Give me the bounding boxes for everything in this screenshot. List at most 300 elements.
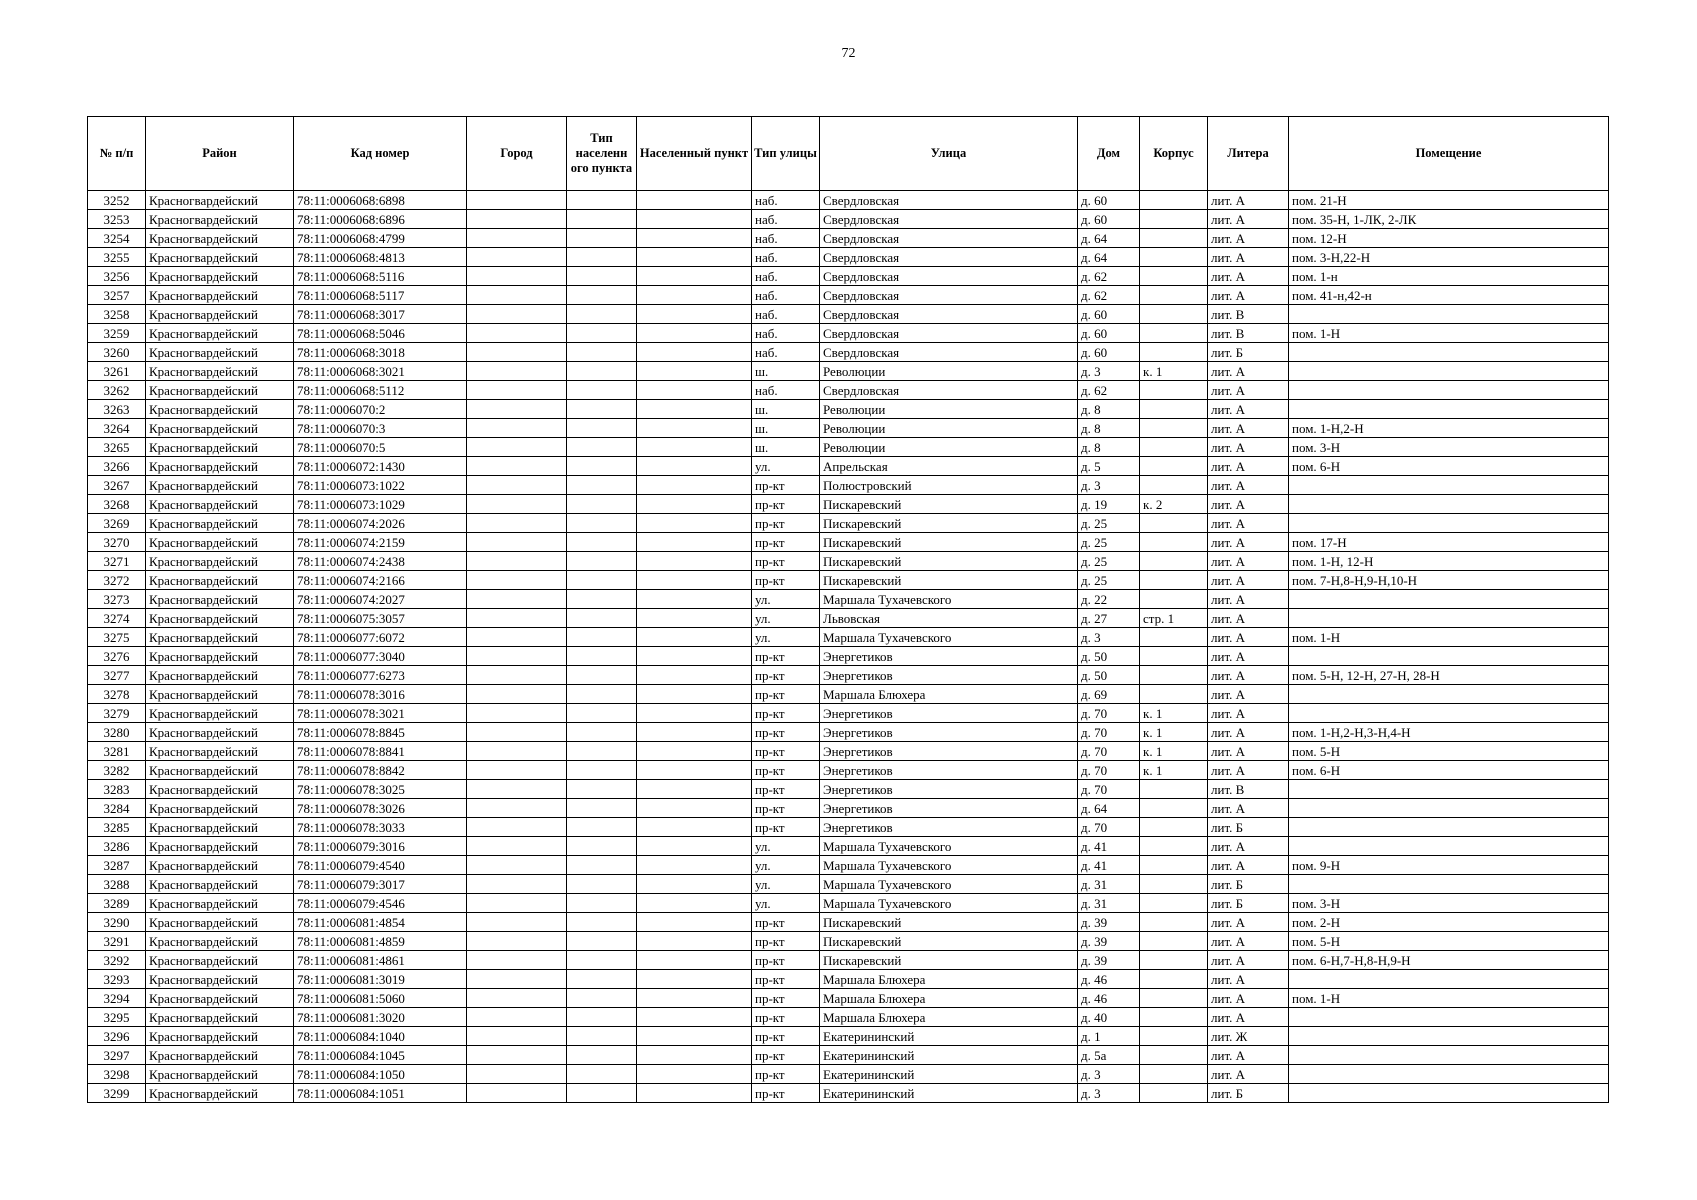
- cell-premises: пом. 9-Н: [1289, 856, 1609, 875]
- table-row: [88, 571, 1609, 590]
- cell-street-type: ш.: [752, 419, 820, 438]
- cell-letter: лит. В: [1208, 305, 1289, 324]
- cell-building: [1140, 381, 1208, 400]
- cell-street-type: пр-кт: [752, 666, 820, 685]
- cell-street-type: пр-кт: [752, 799, 820, 818]
- cell-settlement: [637, 286, 752, 305]
- cell-district: Красногвардейский: [146, 875, 294, 894]
- table-row: [88, 856, 1609, 875]
- cell-letter: лит. А: [1208, 628, 1289, 647]
- cell-premises: [1289, 837, 1609, 856]
- cell-cadastral-number: 78:11:0006078:3033: [294, 818, 467, 837]
- table-row: [88, 514, 1609, 533]
- cell-cadastral-number: 78:11:0006068:4813: [294, 248, 467, 267]
- cell-street: Пискаревский: [820, 913, 1078, 932]
- cell-street-type: ул.: [752, 457, 820, 476]
- cell-district: Красногвардейский: [146, 438, 294, 457]
- cell-letter: лит. Б: [1208, 343, 1289, 362]
- cell-settlement-type: [567, 932, 637, 951]
- cell-settlement-type: [567, 590, 637, 609]
- cell-settlement-type: [567, 229, 637, 248]
- cell-district: Красногвардейский: [146, 685, 294, 704]
- table-row: [88, 324, 1609, 343]
- cell-number: 3278: [88, 685, 146, 704]
- cell-number: 3266: [88, 457, 146, 476]
- cell-settlement: [637, 1027, 752, 1046]
- cell-number: 3257: [88, 286, 146, 305]
- cell-district: Красногвардейский: [146, 989, 294, 1008]
- cell-street: Свердловская: [820, 248, 1078, 267]
- cell-building: [1140, 400, 1208, 419]
- cell-premises: пом. 5-Н, 12-Н, 27-Н, 28-Н: [1289, 666, 1609, 685]
- cell-premises: [1289, 590, 1609, 609]
- cell-number: 3294: [88, 989, 146, 1008]
- cell-city: [467, 951, 567, 970]
- cell-number: 3285: [88, 818, 146, 837]
- cell-street-type: наб.: [752, 191, 820, 210]
- cell-settlement: [637, 875, 752, 894]
- cell-street: Энергетиков: [820, 799, 1078, 818]
- cell-house: д. 60: [1078, 343, 1140, 362]
- cell-letter: лит. А: [1208, 609, 1289, 628]
- cell-number: 3289: [88, 894, 146, 913]
- cell-letter: лит. А: [1208, 438, 1289, 457]
- cell-cadastral-number: 78:11:0006084:1050: [294, 1065, 467, 1084]
- cell-house: д. 3: [1078, 1084, 1140, 1103]
- cell-cadastral-number: 78:11:0006078:3021: [294, 704, 467, 723]
- cell-premises: [1289, 362, 1609, 381]
- cell-premises: [1289, 704, 1609, 723]
- table-row: [88, 1046, 1609, 1065]
- cell-city: [467, 932, 567, 951]
- table-row: [88, 267, 1609, 286]
- cell-street: Маршала Тухачевского: [820, 628, 1078, 647]
- cell-number: 3259: [88, 324, 146, 343]
- cell-building: [1140, 780, 1208, 799]
- cell-city: [467, 894, 567, 913]
- col-header-number: № п/п: [88, 117, 146, 191]
- cell-settlement: [637, 628, 752, 647]
- cell-house: д. 31: [1078, 894, 1140, 913]
- table-row: [88, 1008, 1609, 1027]
- col-header-street: Улица: [820, 117, 1078, 191]
- cell-letter: лит. В: [1208, 324, 1289, 343]
- cell-premises: пом. 3-Н,22-Н: [1289, 248, 1609, 267]
- cell-cadastral-number: 78:11:0006068:3021: [294, 362, 467, 381]
- cell-number: 3267: [88, 476, 146, 495]
- cell-number: 3268: [88, 495, 146, 514]
- cell-letter: лит. А: [1208, 723, 1289, 742]
- cell-premises: [1289, 1046, 1609, 1065]
- cell-building: [1140, 552, 1208, 571]
- cell-street-type: пр-кт: [752, 989, 820, 1008]
- cell-street: Пискаревский: [820, 951, 1078, 970]
- cell-district: Красногвардейский: [146, 571, 294, 590]
- cell-street: Свердловская: [820, 324, 1078, 343]
- cell-letter: лит. Ж: [1208, 1027, 1289, 1046]
- cell-settlement: [637, 704, 752, 723]
- cell-settlement-type: [567, 438, 637, 457]
- cell-settlement: [637, 1065, 752, 1084]
- cell-city: [467, 362, 567, 381]
- cell-building: [1140, 875, 1208, 894]
- cell-house: д. 70: [1078, 780, 1140, 799]
- cell-cadastral-number: 78:11:0006078:3016: [294, 685, 467, 704]
- cell-number: 3282: [88, 761, 146, 780]
- table-row: [88, 1065, 1609, 1084]
- cell-district: Красногвардейский: [146, 400, 294, 419]
- cell-settlement: [637, 457, 752, 476]
- cell-city: [467, 552, 567, 571]
- cell-building: к. 2: [1140, 495, 1208, 514]
- cell-settlement-type: [567, 495, 637, 514]
- cell-building: [1140, 1084, 1208, 1103]
- cell-street-type: наб.: [752, 286, 820, 305]
- cell-house: д. 40: [1078, 1008, 1140, 1027]
- cell-street-type: ул.: [752, 609, 820, 628]
- cell-street-type: пр-кт: [752, 685, 820, 704]
- cell-city: [467, 1065, 567, 1084]
- cell-letter: лит. А: [1208, 685, 1289, 704]
- cell-settlement: [637, 438, 752, 457]
- cell-street: Свердловская: [820, 305, 1078, 324]
- cell-cadastral-number: 78:11:0006077:3040: [294, 647, 467, 666]
- cell-settlement: [637, 476, 752, 495]
- cell-street-type: ул.: [752, 856, 820, 875]
- cell-settlement: [637, 799, 752, 818]
- cell-building: [1140, 457, 1208, 476]
- cell-building: [1140, 438, 1208, 457]
- cell-street-type: наб.: [752, 343, 820, 362]
- cell-district: Красногвардейский: [146, 343, 294, 362]
- cell-settlement-type: [567, 742, 637, 761]
- table-row: [88, 533, 1609, 552]
- cell-street-type: пр-кт: [752, 704, 820, 723]
- cell-settlement: [637, 267, 752, 286]
- cell-street: Маршала Тухачевского: [820, 837, 1078, 856]
- cell-number: 3256: [88, 267, 146, 286]
- cell-street: Свердловская: [820, 229, 1078, 248]
- cell-house: д. 1: [1078, 1027, 1140, 1046]
- cell-house: д. 41: [1078, 837, 1140, 856]
- cell-number: 3270: [88, 533, 146, 552]
- cell-street: Пискаревский: [820, 495, 1078, 514]
- cell-letter: лит. А: [1208, 666, 1289, 685]
- cell-letter: лит. А: [1208, 837, 1289, 856]
- cell-letter: лит. Б: [1208, 875, 1289, 894]
- cell-building: [1140, 1065, 1208, 1084]
- cell-house: д. 41: [1078, 856, 1140, 875]
- cell-city: [467, 818, 567, 837]
- cell-building: [1140, 590, 1208, 609]
- cell-city: [467, 970, 567, 989]
- cell-city: [467, 856, 567, 875]
- cell-street-type: пр-кт: [752, 951, 820, 970]
- cell-street-type: пр-кт: [752, 552, 820, 571]
- cell-settlement: [637, 647, 752, 666]
- cell-number: 3293: [88, 970, 146, 989]
- cell-district: Красногвардейский: [146, 210, 294, 229]
- cell-cadastral-number: 78:11:0006079:3017: [294, 875, 467, 894]
- cell-house: д. 19: [1078, 495, 1140, 514]
- cell-number: 3272: [88, 571, 146, 590]
- cell-city: [467, 837, 567, 856]
- cell-settlement-type: [567, 1084, 637, 1103]
- cell-premises: [1289, 970, 1609, 989]
- cell-letter: лит. А: [1208, 476, 1289, 495]
- cell-number: 3283: [88, 780, 146, 799]
- cell-settlement: [637, 191, 752, 210]
- cell-letter: лит. Б: [1208, 894, 1289, 913]
- cell-building: [1140, 286, 1208, 305]
- cell-cadastral-number: 78:11:0006070:3: [294, 419, 467, 438]
- cell-building: [1140, 419, 1208, 438]
- cell-building: [1140, 1008, 1208, 1027]
- cell-settlement-type: [567, 780, 637, 799]
- cell-letter: лит. А: [1208, 362, 1289, 381]
- cell-house: д. 5: [1078, 457, 1140, 476]
- cell-settlement-type: [567, 685, 637, 704]
- cell-house: д. 39: [1078, 932, 1140, 951]
- cell-city: [467, 590, 567, 609]
- cell-letter: лит. А: [1208, 704, 1289, 723]
- cell-street: Маршала Блюхера: [820, 685, 1078, 704]
- cell-number: 3279: [88, 704, 146, 723]
- col-header-letter: Литера: [1208, 117, 1289, 191]
- cell-district: Красногвардейский: [146, 1084, 294, 1103]
- cell-settlement-type: [567, 609, 637, 628]
- cell-settlement: [637, 970, 752, 989]
- cell-settlement: [637, 571, 752, 590]
- cell-building: стр. 1: [1140, 609, 1208, 628]
- cell-street: Екатерининский: [820, 1046, 1078, 1065]
- cell-street: Энергетиков: [820, 742, 1078, 761]
- cell-building: [1140, 894, 1208, 913]
- cell-city: [467, 324, 567, 343]
- cell-premises: пом. 17-Н: [1289, 533, 1609, 552]
- cell-number: 3258: [88, 305, 146, 324]
- cell-street: Пискаревский: [820, 514, 1078, 533]
- cell-city: [467, 248, 567, 267]
- cell-city: [467, 381, 567, 400]
- page-number: 72: [841, 46, 856, 61]
- cell-district: Красногвардейский: [146, 457, 294, 476]
- cell-cadastral-number: 78:11:0006074:2026: [294, 514, 467, 533]
- cell-settlement-type: [567, 894, 637, 913]
- cell-district: Красногвардейский: [146, 761, 294, 780]
- cell-house: д. 22: [1078, 590, 1140, 609]
- cell-letter: лит. А: [1208, 419, 1289, 438]
- cell-premises: пом. 1-Н,2-Н: [1289, 419, 1609, 438]
- cell-street: Маршала Тухачевского: [820, 856, 1078, 875]
- table-row: [88, 305, 1609, 324]
- cell-letter: лит. А: [1208, 400, 1289, 419]
- cell-building: [1140, 951, 1208, 970]
- cell-cadastral-number: 78:11:0006068:3018: [294, 343, 467, 362]
- cell-building: [1140, 229, 1208, 248]
- cell-district: Красногвардейский: [146, 191, 294, 210]
- cell-settlement-type: [567, 286, 637, 305]
- cell-settlement: [637, 248, 752, 267]
- cell-cadastral-number: 78:11:0006068:5112: [294, 381, 467, 400]
- cell-district: Красногвардейский: [146, 666, 294, 685]
- table-row: [88, 951, 1609, 970]
- cell-settlement: [637, 1046, 752, 1065]
- cell-house: д. 70: [1078, 704, 1140, 723]
- cell-house: д. 70: [1078, 723, 1140, 742]
- cell-street-type: пр-кт: [752, 495, 820, 514]
- cell-premises: [1289, 780, 1609, 799]
- cell-settlement: [637, 913, 752, 932]
- cell-building: к. 1: [1140, 704, 1208, 723]
- cell-district: Красногвардейский: [146, 305, 294, 324]
- cell-cadastral-number: 78:11:0006068:5046: [294, 324, 467, 343]
- cell-building: [1140, 970, 1208, 989]
- cell-cadastral-number: 78:11:0006081:5060: [294, 989, 467, 1008]
- cell-district: Красногвардейский: [146, 723, 294, 742]
- cell-street-type: пр-кт: [752, 932, 820, 951]
- cell-number: 3260: [88, 343, 146, 362]
- cell-street: Энергетиков: [820, 647, 1078, 666]
- cell-settlement: [637, 780, 752, 799]
- cell-cadastral-number: 78:11:0006074:2027: [294, 590, 467, 609]
- cell-number: 3290: [88, 913, 146, 932]
- cell-street: Свердловская: [820, 343, 1078, 362]
- cell-district: Красногвардейский: [146, 229, 294, 248]
- cell-street-type: пр-кт: [752, 514, 820, 533]
- cell-district: Красногвардейский: [146, 913, 294, 932]
- cell-city: [467, 647, 567, 666]
- cell-settlement: [637, 552, 752, 571]
- cell-premises: пом. 41-н,42-н: [1289, 286, 1609, 305]
- cell-street-type: ш.: [752, 438, 820, 457]
- cell-number: 3277: [88, 666, 146, 685]
- table-row: [88, 780, 1609, 799]
- cell-number: 3296: [88, 1027, 146, 1046]
- cell-letter: лит. Б: [1208, 818, 1289, 837]
- cell-premises: пом. 6-Н: [1289, 761, 1609, 780]
- property-table: [87, 116, 1609, 1103]
- cell-number: 3292: [88, 951, 146, 970]
- cell-premises: [1289, 343, 1609, 362]
- cell-cadastral-number: 78:11:0006068:3017: [294, 305, 467, 324]
- cell-premises: [1289, 799, 1609, 818]
- cell-settlement: [637, 305, 752, 324]
- cell-house: д. 62: [1078, 381, 1140, 400]
- table-row: [88, 723, 1609, 742]
- cell-cadastral-number: 78:11:0006081:4854: [294, 913, 467, 932]
- cell-city: [467, 191, 567, 210]
- cell-letter: лит. А: [1208, 932, 1289, 951]
- cell-building: [1140, 666, 1208, 685]
- cell-premises: [1289, 609, 1609, 628]
- cell-building: [1140, 989, 1208, 1008]
- table-row: [88, 742, 1609, 761]
- cell-letter: лит. А: [1208, 1008, 1289, 1027]
- cell-settlement-type: [567, 210, 637, 229]
- table-body: [88, 191, 1609, 1103]
- cell-letter: лит. А: [1208, 590, 1289, 609]
- cell-cadastral-number: 78:11:0006074:2166: [294, 571, 467, 590]
- cell-cadastral-number: 78:11:0006081:3020: [294, 1008, 467, 1027]
- cell-settlement-type: [567, 647, 637, 666]
- cell-street: Свердловская: [820, 191, 1078, 210]
- cell-number: 3297: [88, 1046, 146, 1065]
- col-header-premises: Помещение: [1289, 117, 1609, 191]
- cell-letter: лит. А: [1208, 970, 1289, 989]
- cell-street: Свердловская: [820, 210, 1078, 229]
- cell-settlement: [637, 1008, 752, 1027]
- col-header-building: Корпус: [1140, 117, 1208, 191]
- cell-cadastral-number: 78:11:0006079:4546: [294, 894, 467, 913]
- cell-street-type: наб.: [752, 229, 820, 248]
- cell-street-type: пр-кт: [752, 742, 820, 761]
- cell-settlement-type: [567, 324, 637, 343]
- cell-settlement: [637, 210, 752, 229]
- col-header-city: Город: [467, 117, 567, 191]
- cell-premises: [1289, 400, 1609, 419]
- cell-number: 3280: [88, 723, 146, 742]
- cell-street-type: ш.: [752, 362, 820, 381]
- cell-settlement: [637, 229, 752, 248]
- cell-cadastral-number: 78:11:0006081:4859: [294, 932, 467, 951]
- cell-city: [467, 723, 567, 742]
- cell-house: д. 60: [1078, 305, 1140, 324]
- cell-district: Красногвардейский: [146, 894, 294, 913]
- cell-settlement: [637, 742, 752, 761]
- cell-premises: пом. 3-Н: [1289, 894, 1609, 913]
- cell-street-type: наб.: [752, 305, 820, 324]
- cell-premises: [1289, 875, 1609, 894]
- cell-city: [467, 742, 567, 761]
- cell-street-type: пр-кт: [752, 818, 820, 837]
- cell-house: д. 8: [1078, 438, 1140, 457]
- table-row: [88, 932, 1609, 951]
- cell-settlement-type: [567, 837, 637, 856]
- cell-cadastral-number: 78:11:0006078:3026: [294, 799, 467, 818]
- cell-settlement-type: [567, 514, 637, 533]
- cell-street: Энергетиков: [820, 723, 1078, 742]
- table-header: [88, 117, 1609, 191]
- cell-city: [467, 609, 567, 628]
- cell-number: 3255: [88, 248, 146, 267]
- cell-street: Пискаревский: [820, 552, 1078, 571]
- cell-settlement: [637, 723, 752, 742]
- cell-city: [467, 438, 567, 457]
- cell-settlement-type: [567, 267, 637, 286]
- cell-settlement-type: [567, 476, 637, 495]
- cell-house: д. 25: [1078, 514, 1140, 533]
- table-row: [88, 704, 1609, 723]
- cell-letter: лит. А: [1208, 286, 1289, 305]
- cell-building: [1140, 685, 1208, 704]
- table-row: [88, 343, 1609, 362]
- cell-settlement-type: [567, 913, 637, 932]
- cell-settlement: [637, 818, 752, 837]
- cell-settlement-type: [567, 704, 637, 723]
- cell-building: [1140, 514, 1208, 533]
- cell-house: д. 70: [1078, 761, 1140, 780]
- cell-settlement: [637, 609, 752, 628]
- cell-settlement: [637, 932, 752, 951]
- cell-premises: пом. 21-Н: [1289, 191, 1609, 210]
- cell-number: 3276: [88, 647, 146, 666]
- cell-city: [467, 704, 567, 723]
- table-row: [88, 875, 1609, 894]
- cell-city: [467, 1046, 567, 1065]
- cell-cadastral-number: 78:11:0006068:5117: [294, 286, 467, 305]
- cell-street: Львовская: [820, 609, 1078, 628]
